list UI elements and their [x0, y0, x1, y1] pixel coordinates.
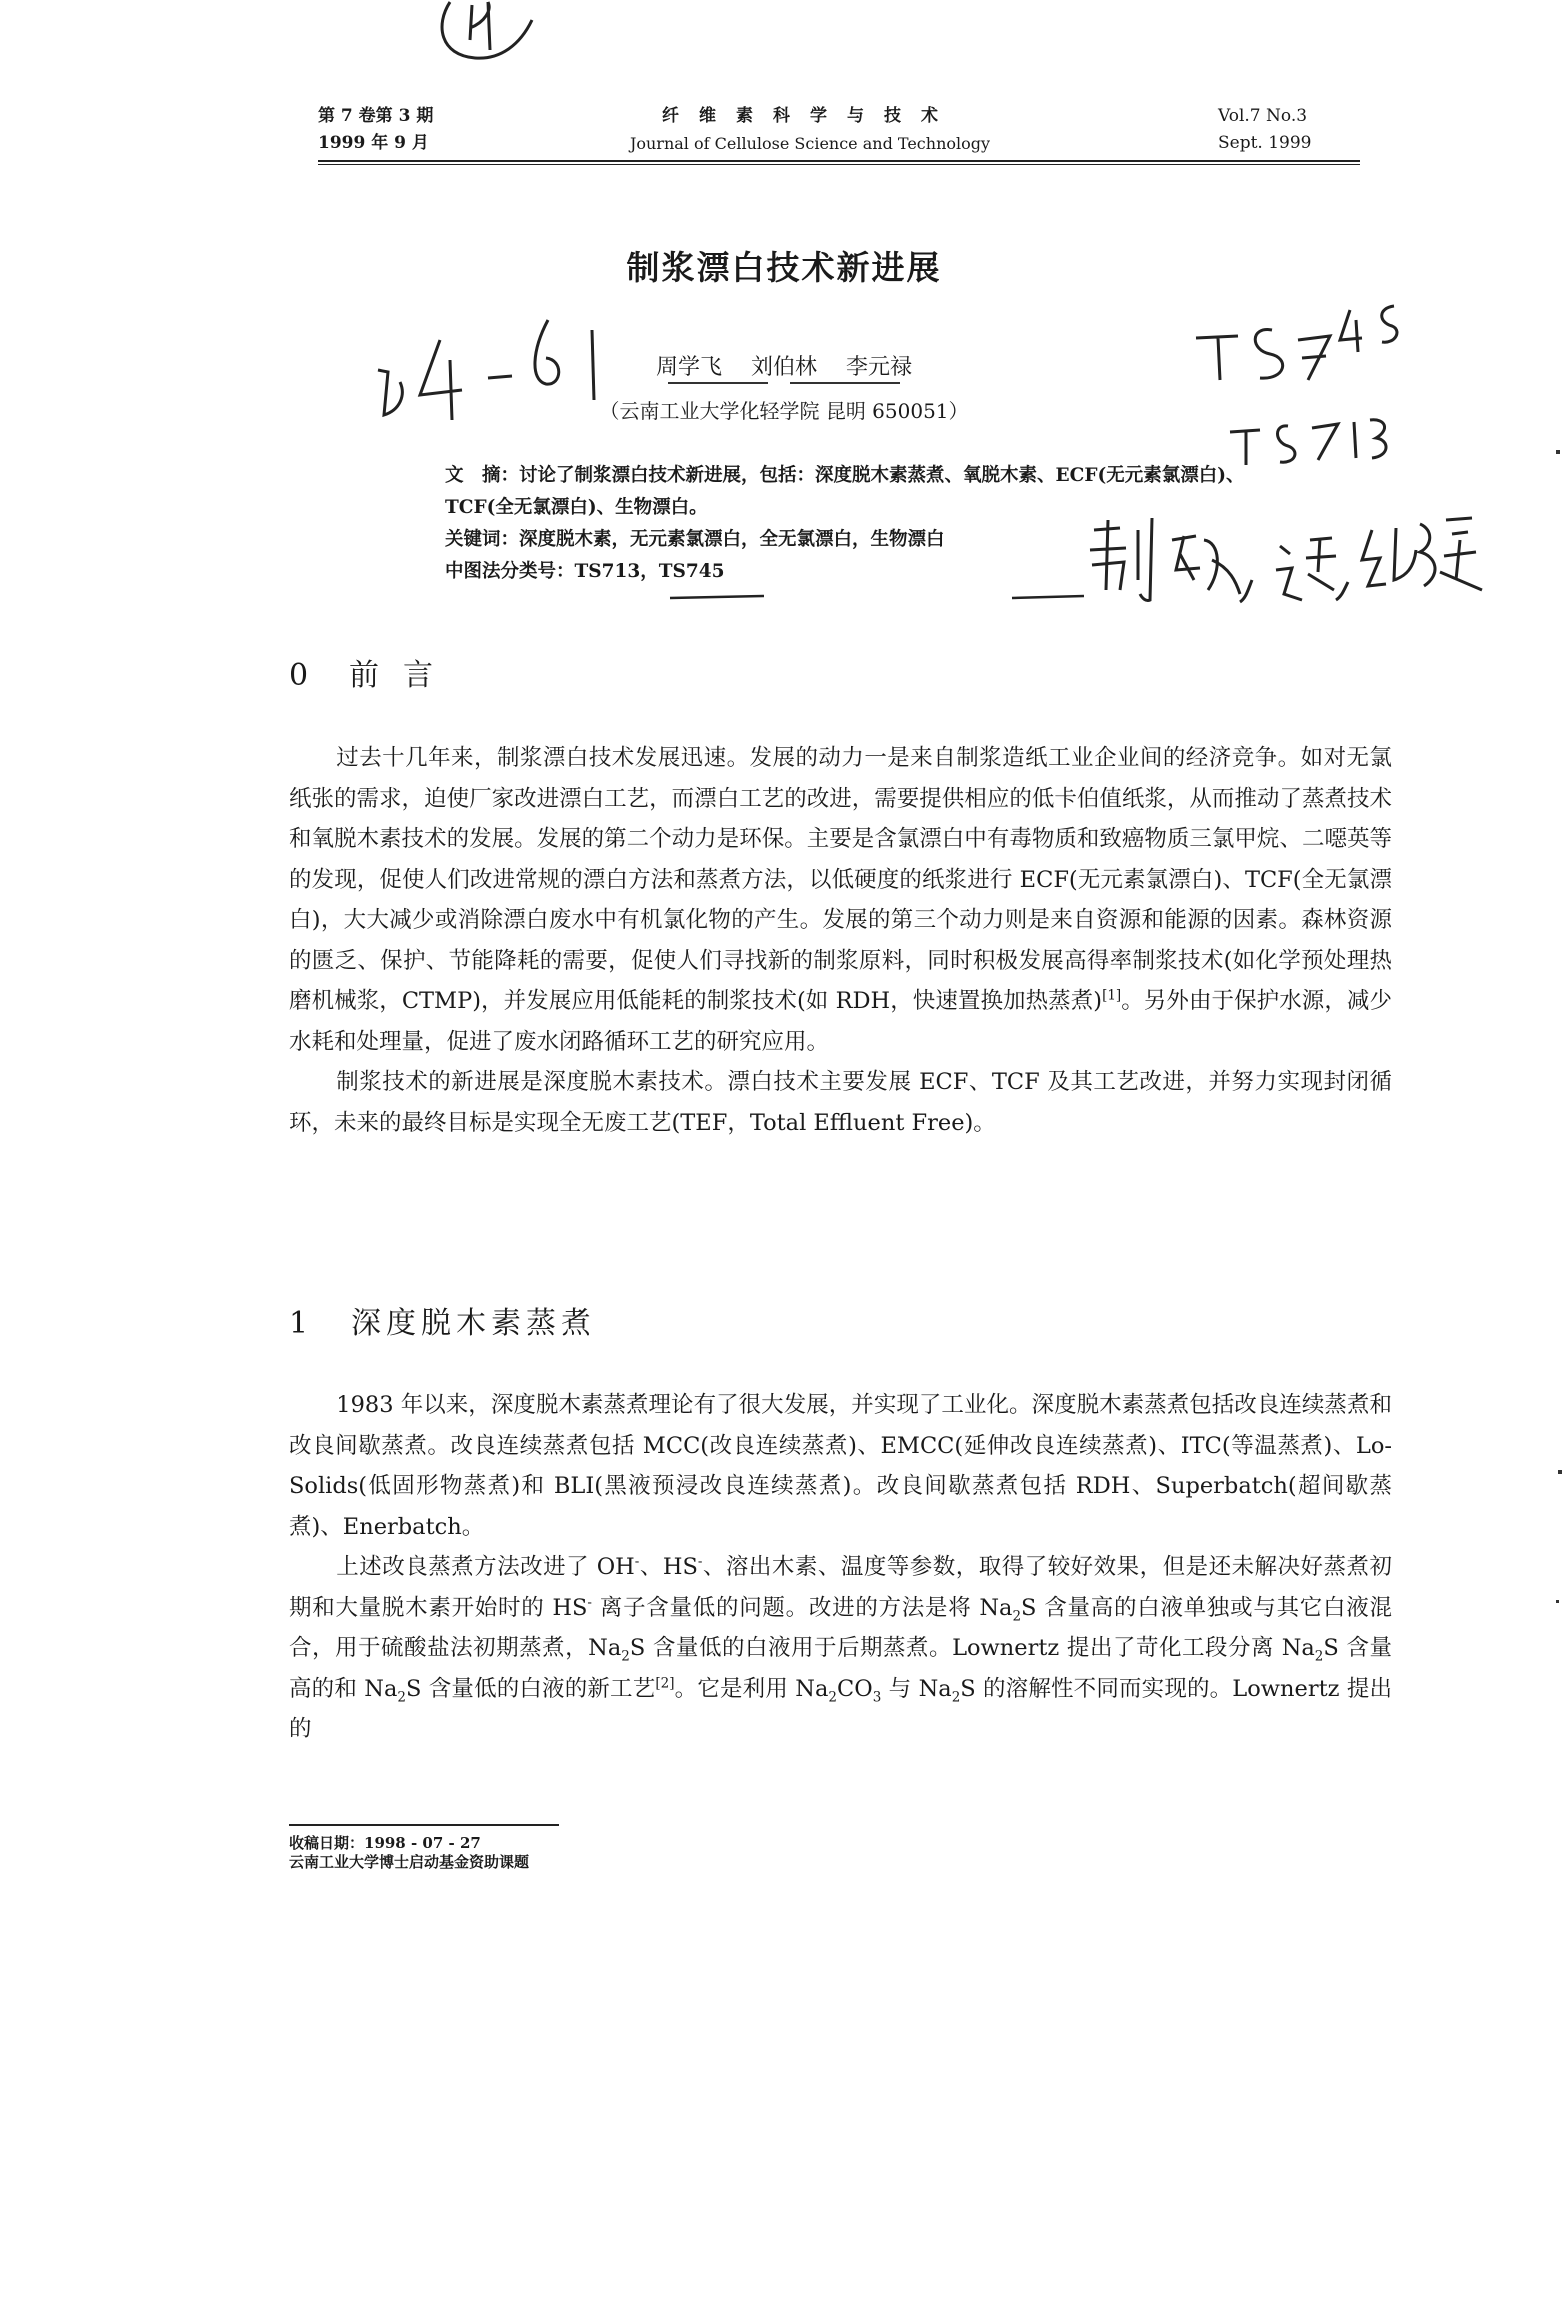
article-title: 制浆漂白技术新进展: [626, 248, 942, 287]
keywords: 深度脱木素，无元素氯漂白，全无氯漂白，生物漂白: [519, 529, 945, 550]
citation: [2]: [655, 1675, 675, 1691]
scan-speck: [1556, 1600, 1559, 1603]
paragraph: 制浆技术的新进展是深度脱木素技术。漂白技术主要发展 ECF、TCF 及其工艺改进，并努力实现封闭循环，未来的最终目标是实现全无废工艺(TEF，Total Effluent Free)。: [289, 1069, 1392, 1136]
section-1-body: [289, 1385, 1392, 1750]
author-underline-1: [668, 382, 768, 384]
authors: 周学飞 刘伯林 李元禄: [656, 355, 912, 380]
affiliation: （云南工业大学化轻学院 昆明 650051）: [599, 399, 969, 423]
scan-speck: [1556, 450, 1560, 454]
section-0-body: [289, 738, 1392, 1143]
header-rule-thin: [318, 164, 1360, 165]
author-underline-2: [790, 382, 900, 384]
section-0-heading: [289, 650, 457, 694]
handwritten-class-notes: [1190, 300, 1410, 470]
handwritten-underline: [668, 590, 868, 606]
header-rule: [318, 160, 1360, 162]
header-volume: 第 7 卷第 3 期 1999 年 9 月: [318, 106, 434, 153]
handwritten-page-range: [370, 300, 610, 430]
header-journal: 纤维素科学与技术 Journal of Cellulose Science and Technology: [629, 106, 991, 153]
received-date: 收稿日期：1998 - 07 - 27: [289, 1834, 481, 1852]
paragraph: 过去十几年来，制浆漂白技术发展迅速。发展的动力一是来自制浆造纸工业企业间的经济竞争。如对无氯纸张的需求，迫使厂家改进漂白工艺，而漂白工艺的改进，需要提供相应的低卡伯值纸浆，从而推动了蒸煮技术和氧脱木素技术的发展。发展的第二个动力是环保。主要是含氯漂白中有毒物质和致癌物质三氯甲烷、二噁英等的发现，促使人们改进常规的漂白方法和蒸煮方法，以低硬度的纸浆进行 ECF(无元素氯漂白)、TCF(全无氯漂白)，大大减少或消除漂白废水中有机氯化物的产生。发展的第三个动力则是来自资源和能源的因素。森林资源的匮乏、保护、节能降耗的需要，促使人们寻找新的制浆原料，同时积极发展高得率制浆技术(如化学预处理热磨机械浆，CTMP)，并发展应用低能耗的制浆技术(如 RDH，快速置换加热蒸煮)[1]。另外由于保护水源，减少水耗和处理量，促进了废水闭路循环工艺的研究应用。: [289, 745, 1392, 1055]
section-number: 0: [289, 658, 309, 693]
section-title: 深度脱木素蒸煮: [351, 1306, 596, 1341]
classification-label: 中图法分类号：: [445, 561, 575, 582]
paragraph: 1983 年以来，深度脱木素蒸煮理论有了很大发展，并实现了工业化。深度脱木素蒸煮包括改良连续蒸煮和改良间歇蒸煮。改良连续蒸煮包括 MCC(改良连续蒸煮)、EMCC(延伸改良连续蒸煮)、ITC(等温蒸煮)、Lo-Solids(低固形物蒸煮)和 BLI(黑液预浸改良连续蒸煮)。改良间歇蒸煮包括 RDH、Superbatch(超间歇蒸煮)、Enerbatch。: [289, 1392, 1392, 1540]
funding-note: 云南工业大学博士启动基金资助课题: [289, 1853, 530, 1871]
handwritten-underline: [1010, 590, 1090, 606]
header-issue: Vol.7 No.3 Sept. 1999: [1218, 106, 1312, 153]
classification: TS713，TS745: [574, 561, 725, 582]
paragraph: 上述改良蒸煮方法改进了 OH-、HS-、溶出木素、温度等参数，取得了较好效果，但是还未解决好蒸煮初期和大量脱木素开始时的 HS- 离子含量低的问题。改进的方法是将 $Na_2S$ 含量高的白液单独或与其它白液混合，用于硫酸盐法初期蒸煮，$Na_2S$ 含量低的白液用于后期蒸煮。Lownertz 提出了苛化工段分离 $Na_2S$ 含量高的和 $Na_2S$ 含量低的白液的新工艺[2]。它是利用 $Na_2CO_3$ 与 $Na_2S$ 的溶解性不同而实现的。Lownertz 提出的: [289, 1553, 1392, 1742]
section-number: 1: [289, 1306, 309, 1341]
citation: [1]: [1102, 987, 1122, 1004]
handwritten-keyword-notes: [1080, 510, 1500, 610]
abstract-label: 文 摘：: [445, 465, 520, 486]
footnote-rule: [289, 1824, 559, 1826]
section-title: 前言: [349, 658, 457, 693]
footnote: [289, 1834, 529, 1872]
scan-speck: [1558, 1470, 1562, 1474]
abstract-body: 讨论了制浆漂白技术新进展，包括：深度脱木素蒸煮、氧脱木素、ECF(无元素氯漂白)、TCF(全无氯漂白)、生物漂白。: [445, 465, 1245, 518]
section-1-heading: [289, 1298, 596, 1342]
handwritten-top-mark: [430, 0, 540, 70]
keywords-label: 关键词：: [445, 529, 520, 550]
